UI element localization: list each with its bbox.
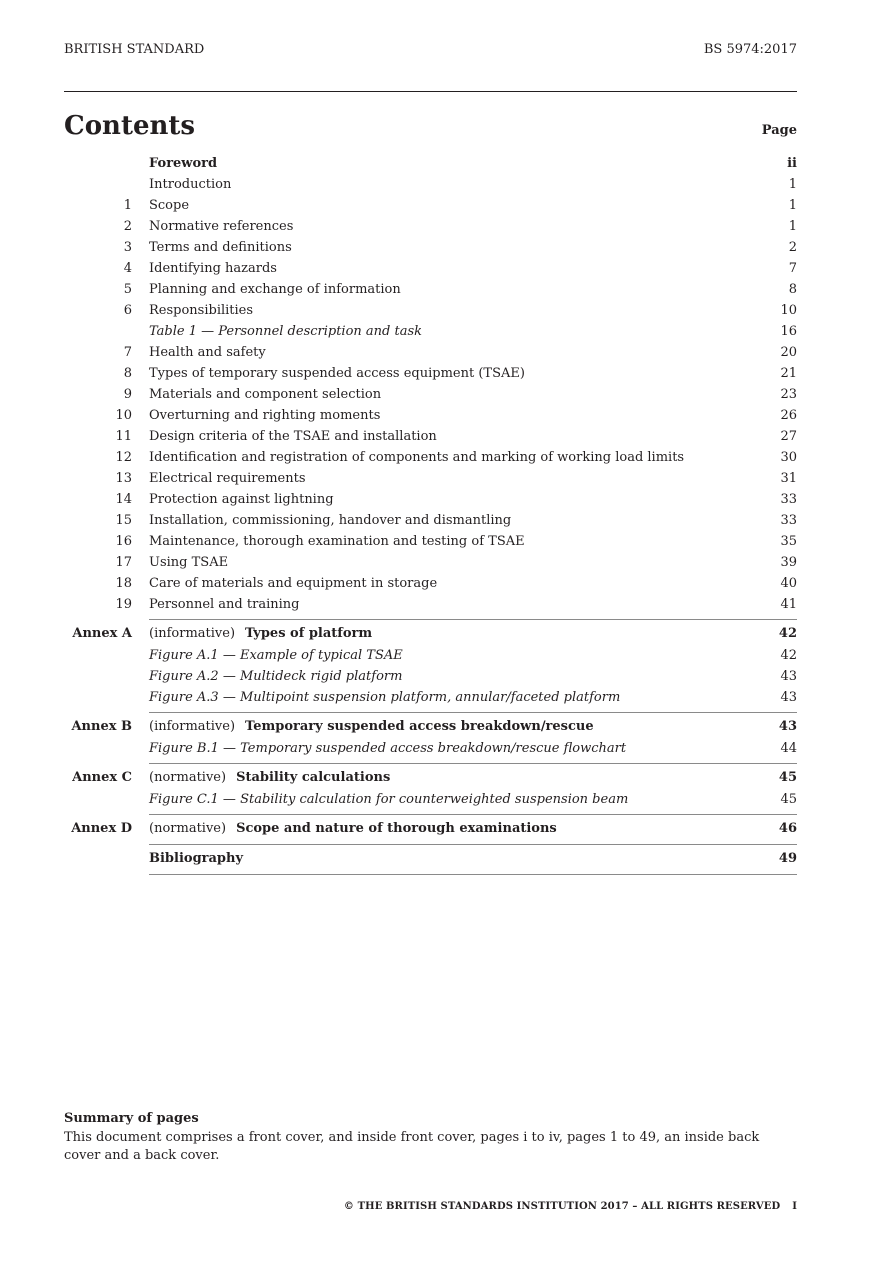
- toc-entry-page: 39: [780, 555, 797, 570]
- toc-entry-page: 35: [780, 534, 797, 549]
- annex-figure-title: Figure C.1 — Stability calculation for counterweighted suspension beam: [149, 792, 629, 807]
- toc-entry-number: 13: [115, 471, 132, 486]
- header-standard-label: BRITISH STANDARD: [64, 42, 205, 57]
- toc-entry-page: 26: [780, 408, 797, 423]
- bibliography-page: 49: [778, 851, 797, 866]
- toc-entry[interactable]: [64, 258, 797, 279]
- toc-entry-number: 17: [115, 555, 132, 570]
- toc-entry-title: Terms and definitions: [149, 240, 292, 255]
- header-rule: [64, 91, 797, 92]
- toc-entry-title: Normative references: [149, 219, 294, 234]
- toc-entry-title: Personnel and training: [149, 597, 300, 612]
- annex-kind: (normative): [149, 821, 227, 836]
- toc-entry-number: 19: [115, 597, 132, 612]
- toc-entry-page: 40: [780, 576, 797, 591]
- toc-entry-number: 10: [115, 408, 132, 423]
- summary-text: This document comprises a front cover, and inside front cover, pages i to iv, pages 1 to 49, an inside back cover and a back cover.: [64, 1130, 760, 1163]
- toc-entry-number: 12: [115, 450, 132, 465]
- toc-entry-title: Health and safety: [149, 345, 266, 360]
- toc-entry[interactable]: [64, 195, 797, 216]
- toc-entry-page: 1: [788, 198, 797, 213]
- toc-entry[interactable]: [64, 279, 797, 300]
- summary-title: Summary of pages: [64, 1111, 199, 1126]
- toc-entry-title: Introduction: [149, 177, 232, 192]
- annex-kind: (informative): [149, 626, 236, 641]
- toc-entry-page: 2: [788, 240, 797, 255]
- annex-figure-entry[interactable]: [64, 645, 797, 666]
- toc-entry-title: Protection against lightning: [149, 492, 334, 507]
- toc-entry-title: Materials and component selection: [149, 387, 382, 402]
- annex-entry[interactable]: [64, 622, 797, 645]
- annex-title-group: [149, 767, 757, 788]
- toc-entry-number: 11: [115, 429, 132, 444]
- toc-entry-title: Table 1 — Personnel description and task: [149, 324, 423, 339]
- toc-entry-title: Planning and exchange of information: [149, 282, 401, 297]
- toc-entry-title: Installation, commissioning, handover and dismantling: [149, 513, 512, 528]
- toc-entry-title: Electrical requirements: [149, 471, 306, 486]
- annex-figure-title: Figure A.2 — Multideck rigid platform: [149, 669, 403, 684]
- bibliography-entry[interactable]: [64, 847, 797, 870]
- toc-entry[interactable]: [64, 237, 797, 258]
- header-standard-number: BS 5974:2017: [703, 42, 797, 57]
- annex-title: Stability calculations: [236, 770, 391, 785]
- page-column-label: Page: [761, 123, 797, 138]
- toc-entry-number: 2: [123, 219, 132, 234]
- toc-entry[interactable]: [64, 153, 797, 174]
- toc-entry-page: 30: [780, 450, 797, 465]
- toc-entry[interactable]: [64, 342, 797, 363]
- annex-figure-entry[interactable]: [64, 687, 797, 708]
- section-divider: [149, 712, 797, 713]
- toc-entry-number: 5: [123, 282, 132, 297]
- toc-entry[interactable]: [64, 552, 797, 573]
- toc-entry[interactable]: [64, 321, 797, 342]
- toc-entry-title: Using TSAE: [149, 555, 229, 570]
- toc-entry-number: 1: [123, 198, 132, 213]
- annex-figure-page: 43: [780, 690, 797, 705]
- toc-entry-page: ii: [787, 156, 797, 171]
- toc-entry-title: Types of temporary suspended access equipment (TSAE): [149, 366, 525, 381]
- toc-entry-page: 8: [788, 282, 797, 297]
- annex-title: Scope and nature of thorough examinations: [236, 821, 557, 836]
- annex-figure-title: Figure A.1 — Example of typical TSAE: [149, 648, 403, 663]
- toc-entry-number: 6: [123, 303, 132, 318]
- toc-entry[interactable]: [64, 573, 797, 594]
- toc-entry-title: Scope: [149, 198, 190, 213]
- toc-entry-title: Overturning and righting moments: [149, 408, 381, 423]
- toc-entry[interactable]: [64, 531, 797, 552]
- annex-kind: (normative): [149, 770, 227, 785]
- toc-entry-number: 18: [115, 576, 132, 591]
- annex-label: Annex C: [72, 770, 132, 785]
- toc-entry-title: Design criteria of the TSAE and installation: [149, 429, 437, 444]
- annex-page: 45: [778, 770, 797, 785]
- annex-page: 46: [778, 821, 797, 836]
- annex-figure-page: 43: [780, 669, 797, 684]
- section-divider: [149, 814, 797, 815]
- annex-figure-page: 45: [780, 792, 797, 807]
- toc-entry-page: 33: [780, 513, 797, 528]
- toc-entry[interactable]: [64, 384, 797, 405]
- toc-entry-page: 31: [780, 471, 797, 486]
- annex-entry[interactable]: [64, 817, 797, 840]
- toc-entry-page: 1: [788, 177, 797, 192]
- toc-entry-title: Care of materials and equipment in storage: [149, 576, 438, 591]
- annex-figure-entry[interactable]: [64, 666, 797, 687]
- toc-entry[interactable]: [64, 594, 797, 615]
- footer: [344, 1201, 797, 1212]
- annex-figure-page: 42: [780, 648, 797, 663]
- annex-title-group: [149, 818, 757, 839]
- section-divider: [149, 844, 797, 845]
- toc-entry-page: 21: [780, 366, 797, 381]
- annex-figure-entry[interactable]: [64, 738, 797, 759]
- toc-entry-number: 3: [123, 240, 132, 255]
- toc-entry[interactable]: [64, 468, 797, 489]
- toc-entry-title: Foreword: [149, 156, 218, 171]
- toc-entry[interactable]: [64, 300, 797, 321]
- toc-entry-page: 1: [788, 219, 797, 234]
- section-divider: [149, 619, 797, 620]
- toc-entry-number: 16: [115, 534, 132, 549]
- annex-page: 43: [778, 719, 797, 734]
- annex-figure-title: Figure B.1 — Temporary suspended access breakdown/rescue flowchart: [149, 741, 627, 756]
- toc-entry-page: 20: [780, 345, 797, 360]
- toc-entry-number: 9: [123, 387, 132, 402]
- annex-title: Temporary suspended access breakdown/rescue: [245, 719, 594, 734]
- toc-entry[interactable]: [64, 174, 797, 195]
- toc-entry-number: 7: [123, 345, 132, 360]
- toc-entry-page: 16: [780, 324, 797, 339]
- toc-entry[interactable]: [64, 363, 797, 384]
- toc-entry-title: Responsibilities: [149, 303, 254, 318]
- toc-entry-title: Identification and registration of components and marking of working load limits: [149, 450, 685, 465]
- section-divider: [149, 763, 797, 764]
- toc-entry-page: 7: [788, 261, 797, 276]
- annex-figure-entry[interactable]: [64, 789, 797, 810]
- toc-entry-title: Maintenance, thorough examination and testing of TSAE: [149, 534, 525, 549]
- footer-copyright: © THE BRITISH STANDARDS INSTITUTION 2017 – ALL RIGHTS RESERVED: [343, 1201, 781, 1212]
- footer-page-number: I: [792, 1201, 797, 1212]
- toc-entry[interactable]: [64, 405, 797, 426]
- annex-label: Annex B: [71, 719, 132, 734]
- annex-page: 42: [778, 626, 797, 641]
- annex-entry[interactable]: [64, 766, 797, 789]
- toc-entry[interactable]: [64, 510, 797, 531]
- annex-kind: (informative): [149, 719, 236, 734]
- section-divider: [149, 874, 797, 875]
- toc-entry-page: 23: [780, 387, 797, 402]
- annex-label: Annex A: [72, 626, 132, 641]
- toc-entry-number: 8: [123, 366, 132, 381]
- annex-title: Types of platform: [245, 626, 373, 641]
- toc-entry-number: 14: [115, 492, 132, 507]
- table-of-contents: [64, 153, 797, 877]
- toc-entry-page: 41: [780, 597, 797, 612]
- toc-entry-title: Identifying hazards: [149, 261, 277, 276]
- toc-entry-number: 4: [123, 261, 132, 276]
- annex-title-group: [149, 716, 757, 737]
- page-title: Contents: [64, 111, 196, 141]
- annex-figure-page: 44: [780, 741, 797, 756]
- toc-entry-page: 27: [780, 429, 797, 444]
- annex-title-group: [149, 623, 757, 644]
- bibliography-title: Bibliography: [149, 851, 244, 866]
- annex-label: Annex D: [71, 821, 132, 836]
- toc-entry-page: 33: [780, 492, 797, 507]
- toc-entry[interactable]: [64, 216, 797, 237]
- toc-entry[interactable]: [64, 447, 797, 468]
- toc-entry[interactable]: [64, 426, 797, 447]
- annex-figure-title: Figure A.3 — Multipoint suspension platform, annular/faceted platform: [149, 690, 621, 705]
- annex-entry[interactable]: [64, 715, 797, 738]
- toc-entry[interactable]: [64, 489, 797, 510]
- toc-entry-page: 10: [780, 303, 797, 318]
- toc-entry-number: 15: [115, 513, 132, 528]
